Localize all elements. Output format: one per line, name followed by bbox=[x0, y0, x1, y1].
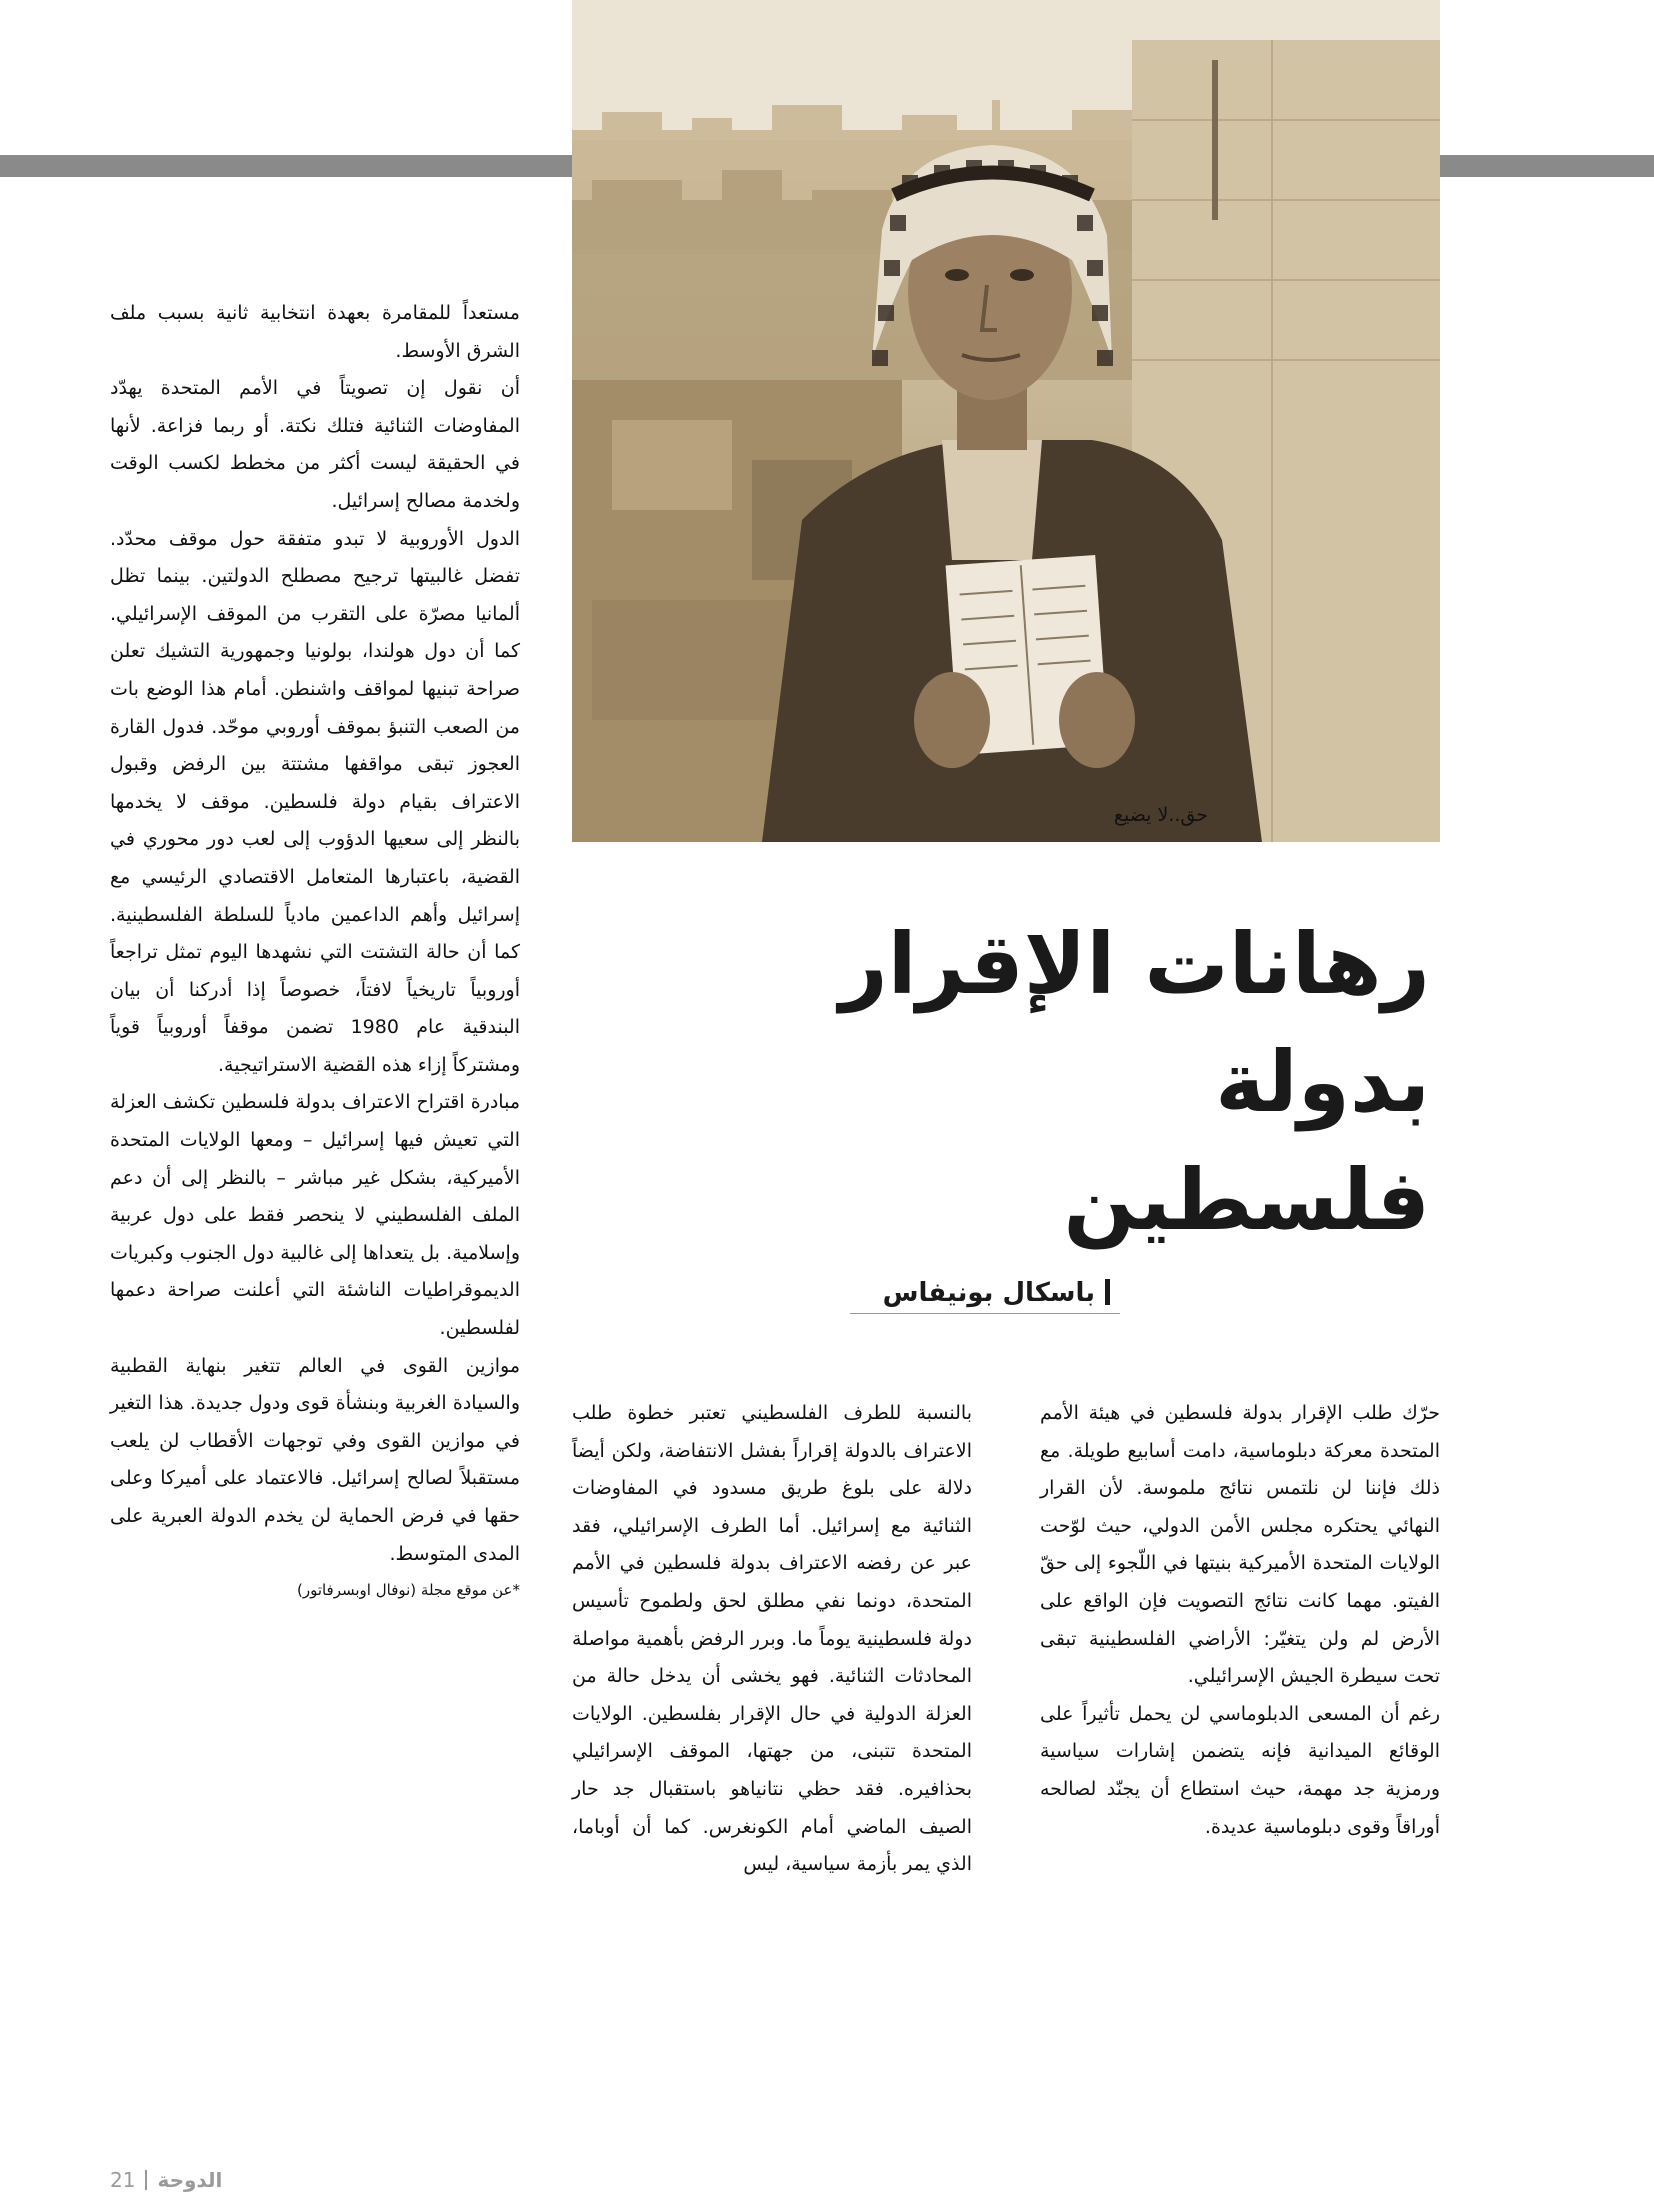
paragraph: موازين القوى في العالم تتغير بنهاية القطبية والسيادة الغربية وبنشأة قوى ودول جديدة. هذا التغير في موازين القوى وفي توجهات الأقطاب لن يلعب مستقبلاً لصالح إسرائيل. فالاعتماد على أميركا وعلى حقها في فرض الحماية لن يخدم الدولة العبرية على المدى المتوسط. bbox=[110, 1354, 520, 1565]
page-footer bbox=[110, 2168, 222, 2192]
byline bbox=[850, 1275, 1110, 1311]
header-rule-left bbox=[0, 155, 572, 177]
magazine-name: الدوحة bbox=[157, 2168, 223, 2192]
column-left bbox=[110, 295, 520, 2000]
byline-marker bbox=[1105, 1279, 1110, 1305]
byline-rule bbox=[850, 1313, 1120, 1314]
article-photo bbox=[572, 0, 1440, 842]
column-right bbox=[1040, 1395, 1440, 1955]
source-footnote: *عن موقع مجلة (نوفال اوبسرفاتور) bbox=[296, 1581, 520, 1600]
header-rule-right bbox=[1440, 155, 1654, 177]
title-line-1: رهانات الإقرار bbox=[839, 915, 1430, 1013]
article-title bbox=[830, 905, 1430, 1259]
paragraph: الدول الأوروبية لا تبدو متفقة حول موقف محدّد. تفضل غالبيتها ترجيح مصطلح الدولتين. بينما تظل ألمانيا مصرّة على التقرب من الموقف الإسرائيلي. كما أن دول هولندا، بولونيا وجمهورية التشيك تعلن صراحة تبنيها لمواقف واشنطن. أمام هذا الوضع بات من الصعب التنبؤ بموقف أوروبي موحّد. فدول القارة العجوز تبقى مواقفها مشتتة بين الرفض وقبول الاعتراف بقيام دولة فلسطين. موقف لا يخدمها بالنظر إلى سعيها الدؤوب إلى لعب دور محوري في القضية، باعتبارها المتعامل الاقتصادي الرئيسي مع إسرائيل وأهم الداعمين مادياً للسلطة الفلسطينية. كما أن حالة التشتت التي نشهدها اليوم تمثل تراجعاً أوروبياً تاريخياً لافتاً، خصوصاً إذا أدركنا أن بيان البندقية عام 1980 تضمن موقفاً أوروبياً قوياً ومشتركاً إزاء هذه القضية الاستراتيجية. bbox=[110, 527, 521, 1076]
page-number: 21 bbox=[110, 2168, 136, 2192]
paragraph: بالنسبة للطرف الفلسطيني تعتبر خطوة طلب الاعتراف بالدولة إقراراً بفشل الانتفاضة، ولكن أيضاً دلالة على بلوغ طريق مسدود في المفاوضات الثنائية مع إسرائيل. أما الطرف الإسرائيلي، فقد عبر عن رفضه الاعتراف بدولة فلسطين في الأمم المتحدة، دونما نفي مطلق لحق ولطموح تأسيس دولة فلسطينية يوماً ما. وبرر الرفض بأهمية مواصلة المحادثات الثنائية. فهو يخشى أن يدخل حالة من العزلة الدولية في حال الإقرار بفلسطين. الولايات المتحدة تتبنى، من جهتها، الموقف الإسرائيلي بحذافيره. فقد حظي نتانياهو باستقبال جد حار الصيف الماضي أمام الكونغرس. كما أن أوباما، الذي يمر بأزمة سياسية، ليس bbox=[572, 1402, 972, 1876]
title-line-2: بدولة فلسطين bbox=[1063, 1033, 1430, 1249]
paragraph: حرّك طلب الإقرار بدولة فلسطين في هيئة الأمم المتحدة معركة دبلوماسية، دامت أسابيع طويلة. مع ذلك فإننا لن نلتمس نتائج ملموسة. لأن القرار النهائي يحتكره مجلس الأمن الدولي، حيث لوّحت الولايات المتحدة الأميركية بنيتها في اللّجوء إلى حقّ الفيتو. مهما كانت نتائج التصويت فإن الواقع على الأرض لم ولن يتغيّر: الأراضي الفلسطينية تبقى تحت سيطرة الجيش الإسرائيلي. bbox=[1040, 1402, 1440, 1688]
photo-caption: حق..لا يضيع bbox=[1113, 804, 1208, 826]
footer-separator bbox=[145, 2170, 147, 2190]
column-middle bbox=[572, 1395, 972, 2025]
paragraph: أن نقول إن تصويتاً في الأمم المتحدة يهدّد المفاوضات الثنائية فتلك نكتة. أو ربما فزاعة. لأنها في الحقيقة ليست أكثر من مخطط لكسب الوقت ولخدمة مصالح إسرائيل. bbox=[110, 377, 520, 512]
paragraph: مبادرة اقتراح الاعتراف بدولة فلسطين تكشف العزلة التي تعيش فيها إسرائيل – ومعها الولايات المتحدة الأميركية، بشكل غير مباشر – بالنظر إلى أن دعم الملف الفلسطيني لا ينحصر فقط على دول عربية وإسلامية. بل يتعداها إلى غالبية دول الجنوب وكبريات الديموقراطيات الناشئة التي أعلنت صراحة دعمها لفلسطين. bbox=[110, 1091, 520, 1340]
paragraph: مستعداً للمقامرة بعهدة انتخابية ثانية بسبب ملف الشرق الأوسط. bbox=[110, 302, 520, 362]
author-name: باسكال بونيفاس bbox=[882, 1278, 1095, 1308]
photo-illustration bbox=[572, 0, 1440, 842]
paragraph: رغم أن المسعى الدبلوماسي لن يحمل تأثيراً على الوقائع الميدانية فإنه يتضمن إشارات سياسية ورمزية جد مهمة، حيث استطاع أن يجنّد لصالحه أوراقاً وقوى دبلوماسية عديدة. bbox=[1040, 1702, 1440, 1838]
